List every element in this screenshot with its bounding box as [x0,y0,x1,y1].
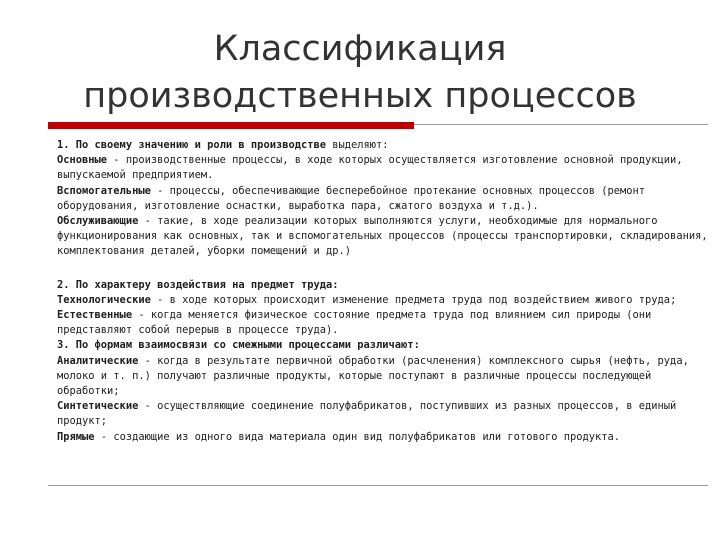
paragraph-analytical [57,354,713,400]
term-basic: Основные [57,154,108,167]
term-auxiliary: Вспомогательные [57,184,151,197]
slide-title-line-2: производственных процессов [83,76,637,116]
term-synthetic: Синтетические [57,400,139,413]
term-analytical: Аналитические [57,354,139,367]
term-natural: Естественные [57,309,133,322]
paragraph-synthetic [57,399,713,429]
definition-basic: - производственные процессы, в ходе которых осуществляется изготовление основной продукции, выпускаемой предприятием. [57,154,683,182]
definition-service: - такие, в ходе реализации которых выполняются услуги, необходимые для нормального функционирования как основных, так и вспомогательных процессов (процессы транспортировки, складирования, комплектования деталей, уборки помещений и др.) [57,215,708,258]
section-2-heading-bold: 2. По характеру воздействия на предмет труда: [57,278,339,291]
paragraph-service [57,214,713,260]
term-service: Обслуживающие [57,215,139,228]
section-1-heading [57,138,713,153]
paragraph-natural [57,308,713,338]
section-1-heading-rest: выделяют: [326,139,389,151]
slide-title-line-1: Классификация [213,29,507,69]
definition-technological: - в ходе которых происходит изменение предмета труда под воздействием живого труда; [150,293,677,306]
definition-analytical: - когда в результате первичной обработки (расчленения) комплексного сырья (нефть, руда, молоко и т. п.) получают различные продукты, которые поступают в различные процессы последующей обработки; [57,354,689,398]
definition-natural: - когда меняется физическое состояние предмета труда под влиянием сил природы (они представляют собой перерыв в процессе труда). [57,309,652,337]
section-1-heading-bold: 1. По своему значению и роли в производстве [57,139,326,151]
definition-auxiliary: - процессы, обеспечивающие бесперебойное протекание основных процессов (ремонт оборудования, изготовление оснастки, выработка пара, сжатого воздуха и т.д.). [57,184,646,212]
definition-direct: - создающие из одного вида материала один вид полуфабрикатов или готового продукта. [94,430,621,443]
section-3-heading [57,338,713,353]
definition-synthetic: - осуществляющие соединение полуфабрикатов, поступивших из разных процессов, в единый продукт; [57,400,677,428]
slide-body [57,138,713,445]
slide-title [40,26,680,120]
paragraph-basic [57,153,713,183]
paragraph-direct [57,430,713,445]
paragraph-technological [57,293,713,308]
section-3-heading-bold: 3. По формам взаимосвязи со смежными процессами различают: [57,339,420,352]
paragraph-auxiliary [57,184,713,214]
title-accent-bar [48,122,414,129]
term-direct: Прямые [57,430,95,443]
section-2-heading [57,278,713,293]
term-technological: Технологические [57,293,151,306]
section-gap [57,260,713,278]
bottom-divider [48,485,708,486]
